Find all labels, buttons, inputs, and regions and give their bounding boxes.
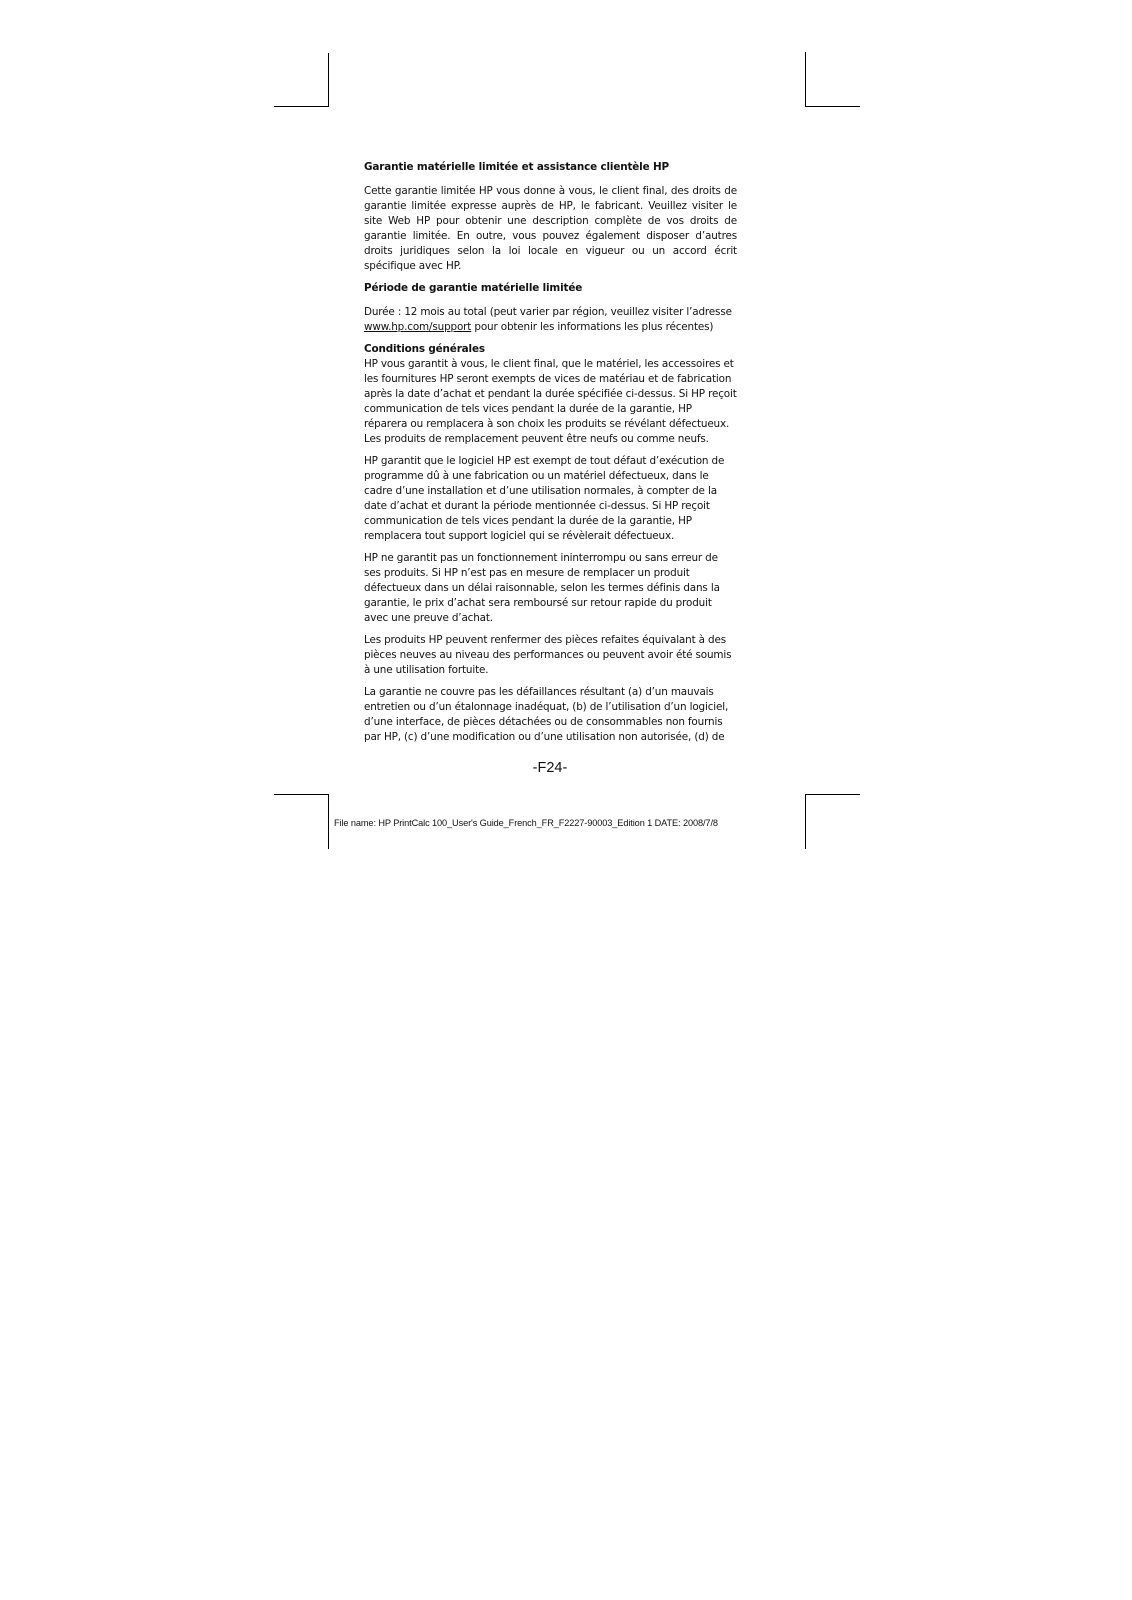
intro-paragraph: Cette garantie limitée HP vous donne à vous, le client final, des droits de garantie limitée expresse auprès de HP, le fabricant. Veuillez visiter le site Web HP pour obtenir une description complète de vos droits de garantie limitée. En outre, vous pouvez également disposer d’autres droits juridiques selon la loi locale en vigueur ou un accord écrit spécifique avec HP.	[364, 185, 737, 272]
period-heading: Période de garantie matérielle limitée	[364, 282, 583, 294]
crop-mark-bottom-right-vertical	[805, 794, 806, 849]
conditions-heading: Conditions générales	[364, 343, 485, 355]
crop-mark-top-right-horizontal	[805, 106, 860, 107]
crop-mark-bottom-right-horizontal	[805, 794, 860, 795]
crop-mark-top-right-vertical	[805, 52, 806, 107]
conditions-paragraph-4: Les produits HP peuvent renfermer des pièces refaites équivalant à des pièces neuves au niveau des performances ou peuvent avoir été soumis à une utilisation fortuite.	[364, 634, 732, 676]
document-title: Garantie matérielle limitée et assistance clientèle HP	[364, 161, 669, 173]
crop-mark-bottom-left-horizontal	[274, 794, 329, 795]
conditions-paragraph-1: HP vous garantit à vous, le client final, que le matériel, les accessoires et les fournitures HP seront exempts de vices de matériau et de fabrication après la date d’achat et pendant la durée spécifiée ci-dessus. Si HP reçoit communication de tels vices pendant la durée de la garantie, HP réparera ou remplacera à son choix les produits se révélant défectueux. Les produits de remplacement peuvent être neufs ou comme neufs.	[364, 358, 737, 445]
document-body	[364, 160, 737, 752]
page-number: -F24-	[532, 760, 568, 776]
period-text-after-link: pour obtenir les informations les plus récentes)	[471, 321, 714, 333]
crop-mark-bottom-left-vertical	[328, 794, 329, 849]
support-link[interactable]: www.hp.com/support	[364, 321, 472, 333]
file-footer: File name: HP PrintCalc 100_User's Guide_French_FR_F2227-90003_Edition 1 DATE: 2008/7/8	[334, 818, 718, 828]
crop-mark-top-left-vertical	[328, 53, 329, 107]
conditions-paragraph-2: HP garantit que le logiciel HP est exempt de tout défaut d’exécution de programme dû à une fabrication ou un matériel défectueux, dans le cadre d’une installation et d’une utilisation normales, à compter de la date d’achat et durant la période mentionnée ci-dessus. Si HP reçoit communication de tels vices pendant la durée de la garantie, HP remplacera tout support logiciel qui se révèlerait défectueux.	[364, 455, 725, 542]
period-paragraph	[364, 305, 737, 335]
conditions-paragraph-5: La garantie ne couvre pas les défaillances résultant (a) d’un mauvais entretien ou d’un étalonnage inadéquat, (b) de l’utilisation d’un logiciel, d’une interface, de pièces détachées ou de consommables non fournis par HP, (c) d’une modification ou d’une utilisation non autorisée, (d) de	[364, 686, 729, 743]
conditions-paragraph-3: HP ne garantit pas un fonctionnement ininterrompu ou sans erreur de ses produits. Si HP n’est pas en mesure de remplacer un produit défectueux dans un délai raisonnable, selon les termes définis dans la garantie, le prix d’achat sera remboursé sur retour rapide du produit avec une preuve d’achat.	[364, 552, 720, 624]
period-text-before-link: Durée : 12 mois au total (peut varier par région, veuillez visiter l’adresse	[364, 306, 732, 318]
crop-mark-top-left-horizontal	[274, 106, 329, 107]
